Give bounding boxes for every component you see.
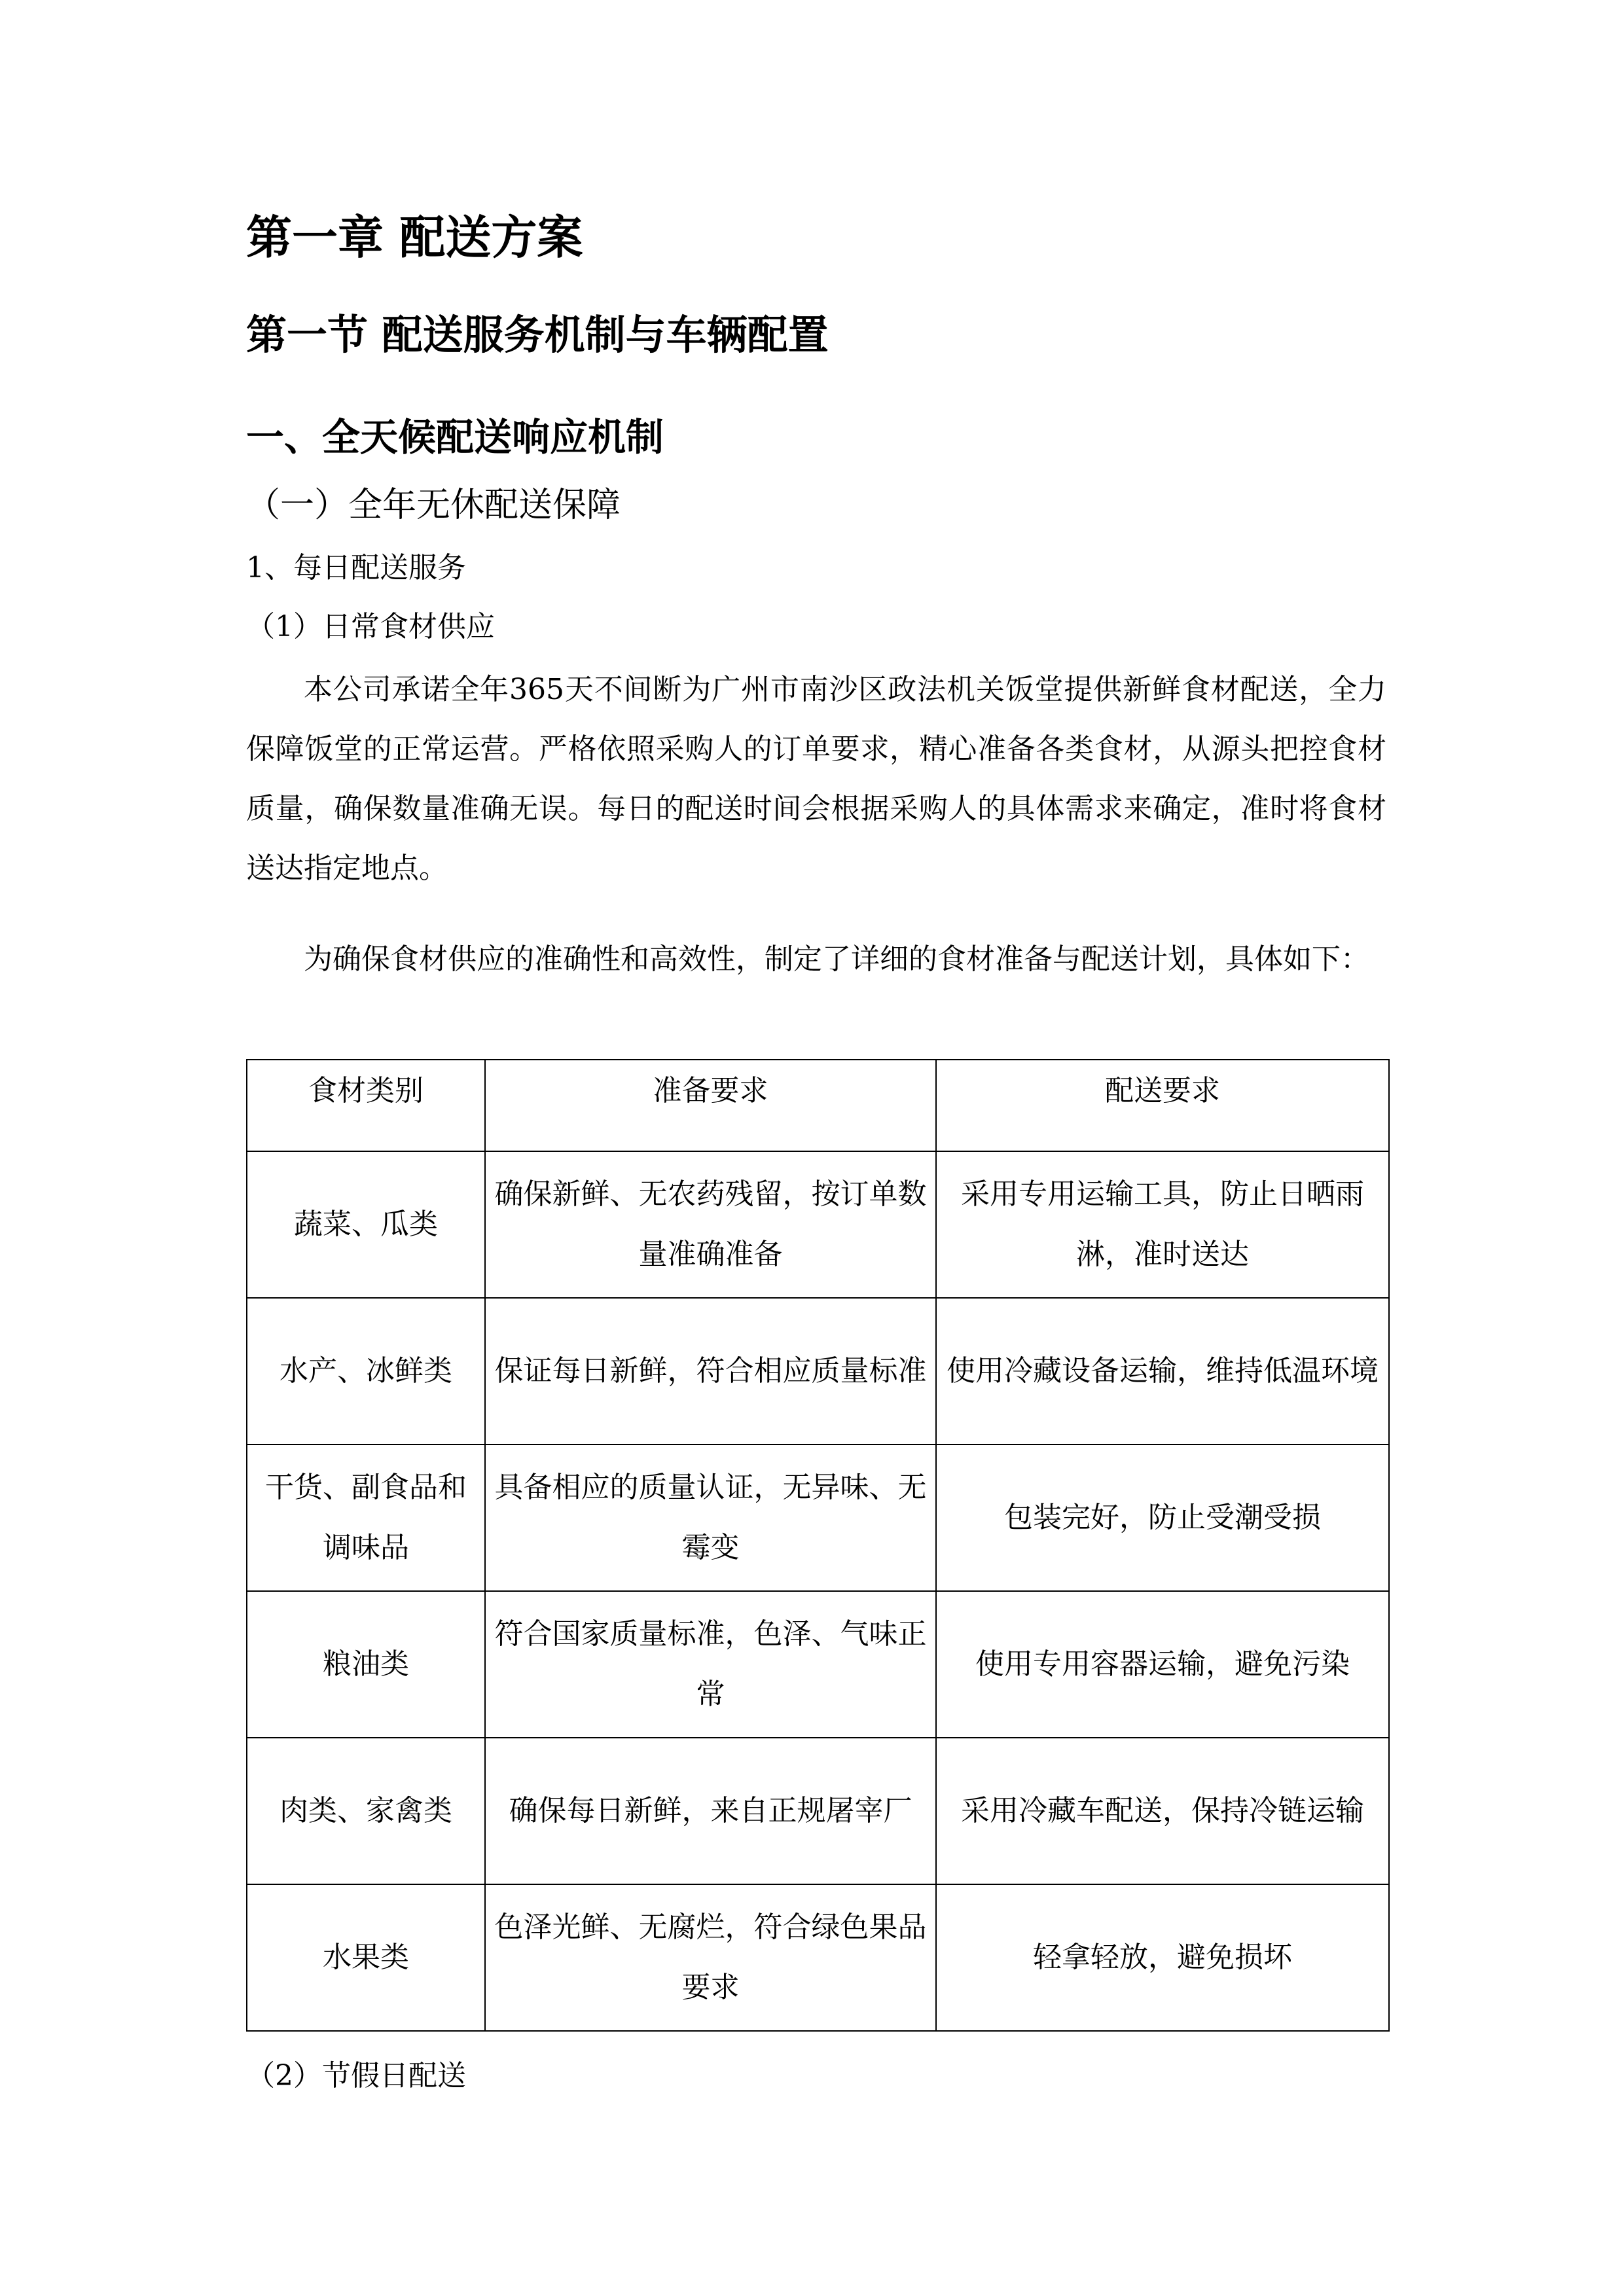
table-row	[247, 1151, 1389, 1298]
section-title: 第一节 配送服务机制与车辆配置	[246, 311, 829, 359]
table-cell-category: 粮油类	[247, 1591, 485, 1738]
table-row	[247, 1884, 1389, 2031]
table-cell-preparation: 具备相应的质量认证，无异味、无霉变	[485, 1444, 936, 1591]
chapter-title: 第一章 配送方案	[246, 211, 583, 264]
table-cell-category: 蔬菜、瓜类	[247, 1151, 485, 1298]
heading-holiday-delivery: （2）节假日配送	[246, 2059, 466, 2092]
table-header-cell: 准备要求	[485, 1060, 936, 1151]
table-cell-category: 肉类、家禽类	[247, 1738, 485, 1884]
table-row	[247, 1444, 1389, 1591]
food-delivery-table	[246, 1059, 1390, 2032]
table-cell-delivery: 使用冷藏设备运输，维持低温环境	[936, 1298, 1389, 1444]
table-cell-preparation: 色泽光鲜、无腐烂，符合绿色果品要求	[485, 1884, 936, 2031]
table-cell-category: 水果类	[247, 1884, 485, 2031]
table-cell-category: 水产、冰鲜类	[247, 1298, 485, 1444]
table-row	[247, 1298, 1389, 1444]
table-cell-preparation: 符合国家质量标准，色泽、气味正常	[485, 1591, 936, 1738]
heading-level-4: （1）日常食材供应	[246, 610, 495, 643]
table-cell-preparation: 确保新鲜、无农药残留，按订单数量准确准备	[485, 1151, 936, 1298]
table-cell-delivery: 采用专用运输工具，防止日晒雨淋，准时送达	[936, 1151, 1389, 1298]
table-header-row	[247, 1060, 1389, 1151]
paragraph-plan-intro: 为确保食材供应的准确性和高效性，制定了详细的食材准备与配送计划，具体如下：	[304, 942, 1369, 976]
table-cell-preparation: 保证每日新鲜，符合相应质量标准	[485, 1298, 936, 1444]
table-row	[247, 1591, 1389, 1738]
table-cell-delivery: 使用专用容器运输，避免污染	[936, 1591, 1389, 1738]
table-header-cell: 配送要求	[936, 1060, 1389, 1151]
table-cell-delivery: 轻拿轻放，避免损坏	[936, 1884, 1389, 2031]
table-cell-category: 干货、副食品和调味品	[247, 1444, 485, 1591]
table-header-cell: 食材类别	[247, 1060, 485, 1151]
table-cell-delivery: 包装完好，防止受潮受损	[936, 1444, 1389, 1591]
heading-level-3: 1、每日配送服务	[246, 551, 466, 584]
table-cell-delivery: 采用冷藏车配送，保持冷链运输	[936, 1738, 1389, 1884]
table-row	[247, 1738, 1389, 1884]
paragraph-daily-supply: 本公司承诺全年365天不间断为广州市南沙区政法机关饭堂提供新鲜食材配送，全力保障饭堂的正常运营。严格依照采购人的订单要求，精心准备各类食材，从源头把控食材质量，确保数量准确无误。每日的配送时间会根据采购人的具体需求来确定，准时将食材送达指定地点。	[246, 673, 1386, 885]
heading-level-2: （一）全年无休配送保障	[246, 486, 621, 525]
table-cell-preparation: 确保每日新鲜，来自正规屠宰厂	[485, 1738, 936, 1884]
heading-level-1: 一、全天候配送响应机制	[246, 415, 664, 459]
